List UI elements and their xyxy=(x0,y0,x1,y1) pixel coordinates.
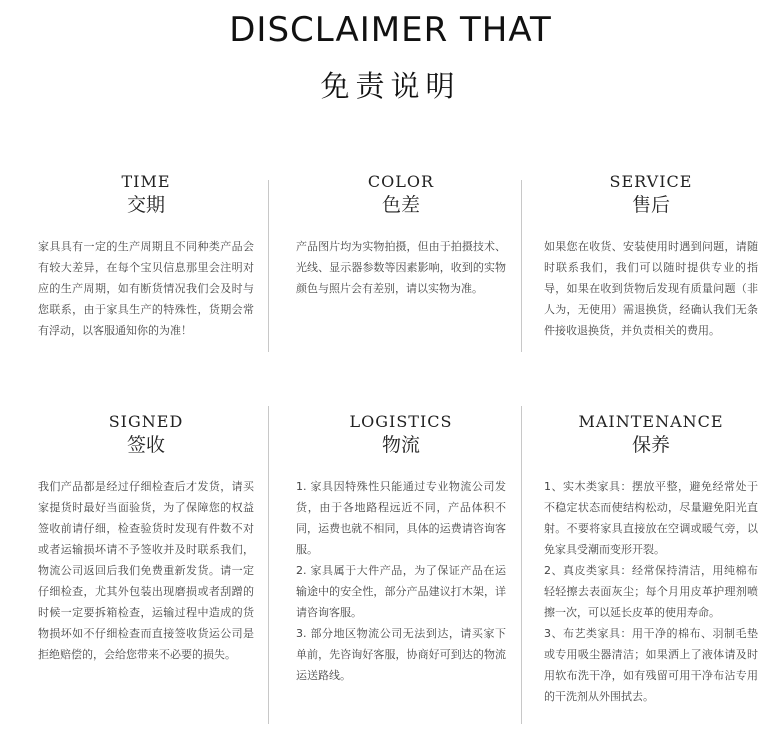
section-maintenance xyxy=(544,412,758,707)
section-paragraph: 产品图片均为实物拍摄，但由于拍摄技术、光线、显示器参数等因素影响，收到的实物颜色与照片会有差别，请以实物为准。 xyxy=(296,240,506,295)
section-heading-en: COLOR xyxy=(367,172,435,191)
section-body xyxy=(296,476,506,686)
column-divider xyxy=(268,406,269,724)
section-heading-en: TIME xyxy=(121,172,171,191)
section-heading-cn: 色差 xyxy=(381,194,420,216)
column-divider xyxy=(521,180,522,352)
section-heading-cn: 售后 xyxy=(631,194,670,216)
section-heading-en: SERVICE xyxy=(609,172,693,191)
section-body xyxy=(296,236,506,299)
section-time xyxy=(38,172,254,341)
section-body xyxy=(544,476,758,707)
column-divider xyxy=(521,406,522,724)
page-title-cn: 免责说明 xyxy=(320,69,461,103)
section-paragraph: 3、布艺类家具：用干净的棉布、羽制毛垫或专用吸尘器清洁；如果洒上了液体请及时用软布洗干净，如有残留可用干净布沾专用的干洗剂从外围拭去。 xyxy=(544,627,758,703)
section-heading-cn: 签收 xyxy=(126,434,165,456)
section-row-1 xyxy=(0,172,781,372)
page-title-en: DISCLAIMER THAT xyxy=(229,10,552,50)
section-service xyxy=(544,172,758,341)
section-heading-cn: 交期 xyxy=(126,194,165,216)
section-color xyxy=(296,172,506,299)
section-paragraph: 家具具有一定的生产周期且不同种类产品会有较大差异，在每个宝贝信息那里会注明对应的生产周期，如有断货情况我们会及时与您联系，由于家具生产的特殊性，货期会常有浮动，以客服通知你的为准！ xyxy=(38,240,254,337)
section-paragraph: 2. 家具属于大件产品，为了保证产品在运输途中的安全性，部分产品建议打木架，详请咨询客服。 xyxy=(296,564,506,619)
section-heading-en: MAINTENANCE xyxy=(578,412,724,431)
section-paragraph: 1. 家具因特殊性只能通过专业物流公司发货，由于各地路程远近不同，产品体积不同，运费也就不相同，具体的运费请咨询客服。 xyxy=(296,480,506,556)
section-paragraph: 1、实木类家具：摆放平整，避免经常处于不稳定状态而使结构松动，尽量避免阳光直射。不要将家具直接放在空调或暖气旁，以免家具受潮而变形开裂。 xyxy=(544,480,758,556)
section-heading-cn: 物流 xyxy=(381,434,420,456)
section-paragraph: 3. 部分地区物流公司无法到达，请买家下单前，先咨询好客服，协商好可到达的物流运送路线。 xyxy=(296,627,506,682)
section-heading-cn: 保养 xyxy=(631,434,670,456)
section-body xyxy=(38,476,254,665)
section-row-2 xyxy=(0,412,781,732)
section-paragraph: 我们产品都是经过仔细检查后才发货，请买家提货时最好当面验货，为了保障您的权益签收前请仔细，检查验货时发现有件数不对或者运输损坏请不予签收并及时联系我们，物流公司返回后我们免费重新发货。请一定仔细检查，尤其外包装出现磨损或者刮蹭的时候一定要拆箱检查，运输过程中造成的货物损坏如不仔细检查而直接签收货运公司是拒绝赔偿的，会给您带来不必要的损失。 xyxy=(38,480,254,661)
column-divider xyxy=(268,180,269,352)
section-signed xyxy=(38,412,254,665)
section-heading-en: SIGNED xyxy=(108,412,184,431)
section-logistics xyxy=(296,412,506,686)
section-body xyxy=(38,236,254,341)
section-paragraph: 如果您在收货、安装使用时遇到问题，请随时联系我们，我们可以随时提供专业的指导，如果在收到货物后发现有质量问题（非人为，无使用）需退换货，经确认我们无条件接收退换货，并负责相关的费用。 xyxy=(544,240,758,337)
section-heading-en: LOGISTICS xyxy=(349,412,453,431)
section-paragraph: 2、真皮类家具：经常保持清洁，用纯棉布轻轻擦去表面灰尘；每个月用皮革护理剂喷擦一次，可以延长皮革的使用寿命。 xyxy=(544,564,758,619)
section-body xyxy=(544,236,758,341)
